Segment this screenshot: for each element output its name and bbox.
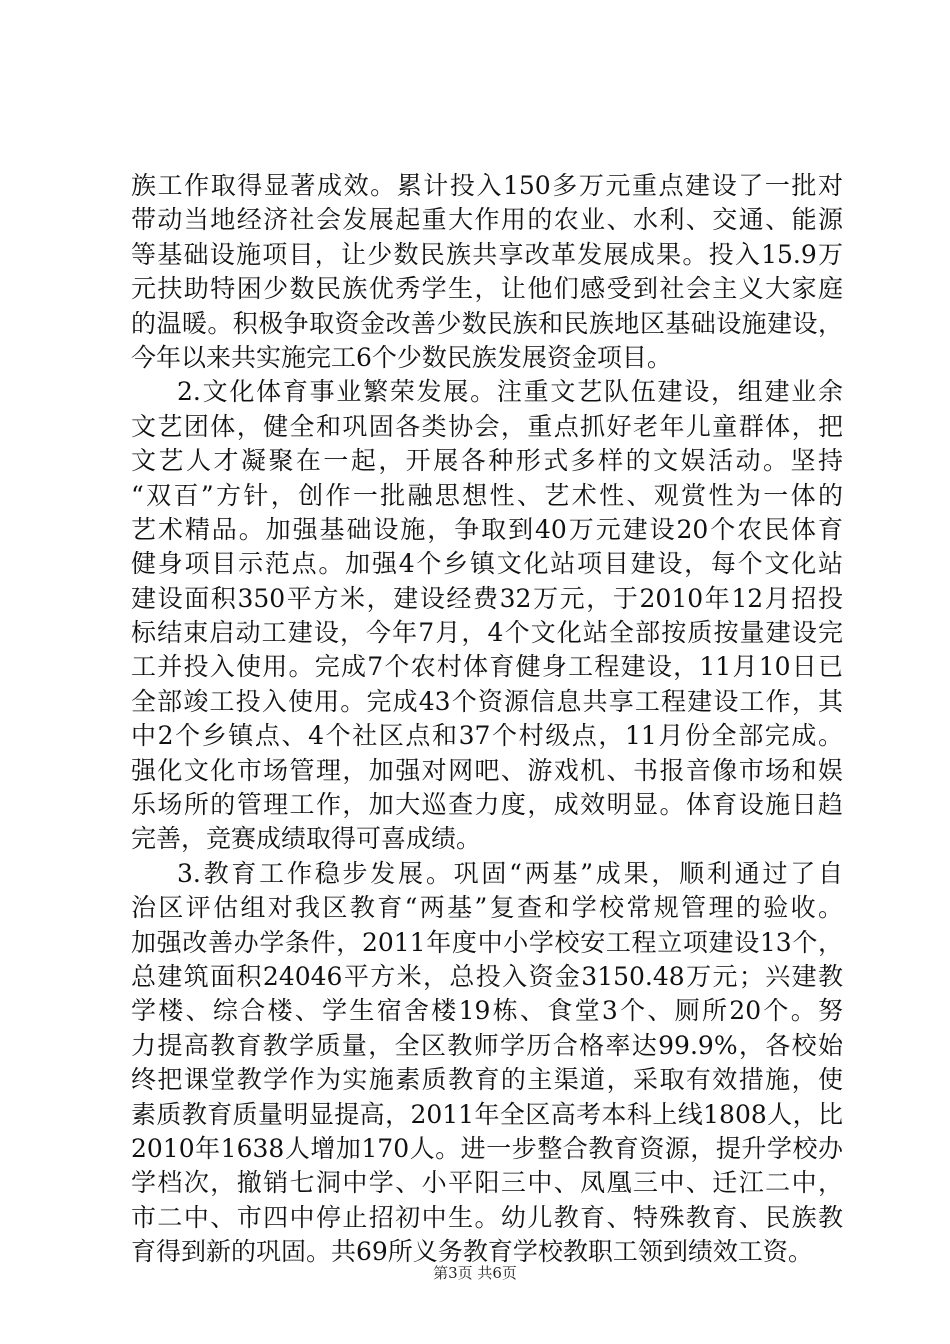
page-footer: 第3页 共6页 (433, 1264, 517, 1282)
text-line: 强化文化市场管理，加强对网吧、游戏机、书报音像市场和娱 (131, 755, 843, 785)
text-line: “双百”方针，创作一批融思想性、艺术性、观赏性为一体的 (131, 480, 843, 510)
text-line: 文艺人才凝聚在一起，开展各种形式多样的文娱活动。坚持 (131, 446, 843, 476)
text-line: 育得到新的巩固。共69所义务教育学校教职工领到绩效工资。 (131, 1237, 813, 1267)
text-line: 艺术精品。加强基础设施，争取到40万元建设20个农民体育 (131, 514, 843, 544)
text-line: 学楼、综合楼、学生宿舍楼19栋、食堂3个、厕所20个。努 (131, 996, 843, 1026)
text-line: 带动当地经济社会发展起重大作用的农业、水利、交通、能源 (131, 205, 843, 235)
text-line: 3.教育工作稳步发展。巩固“两基”成果，顺利通过了自 (177, 858, 843, 888)
text-line: 族工作取得显著成效。累计投入150多万元重点建设了一批对 (131, 171, 843, 200)
text-line: 工并投入使用。完成7个农村体育健身工程建设，11月10日已 (131, 652, 843, 682)
text-line: 2.文化体育事业繁荣发展。注重文艺队伍建设，组建业余 (177, 377, 843, 407)
text-line: 全部竣工投入使用。完成43个资源信息共享工程建设工作，其 (131, 686, 843, 716)
text-line: 总建筑面积24046平方米，总投入资金3150.48万元；兴建教 (131, 961, 843, 991)
text-line: 力提高教育教学质量，全区教师学历合格率达99.9%，各校始 (131, 1030, 843, 1060)
text-line: 2010年1638人增加170人。进一步整合教育资源，提升学校办 (131, 1133, 843, 1163)
text-line: 治区评估组对我区教育“两基”复查和学校常规管理的验收。 (131, 893, 843, 923)
text-line: 终把课堂教学作为实施素质教育的主渠道，采取有效措施，使 (131, 1065, 843, 1095)
text-line: 文艺团体，健全和巩固各类协会，重点抓好老年儿童群体，把 (131, 411, 843, 441)
text-line: 中2个乡镇点、4个社区点和37个村级点，11月份全部完成。 (131, 721, 843, 751)
text-line: 市二中、市四中停止招初中生。幼儿教育、特殊教育、民族教 (131, 1202, 843, 1232)
text-line: 的温暖。积极争取资金改善少数民族和民族地区基础设施建设， (131, 308, 843, 338)
text-line: 建设面积350平方米，建设经费32万元，于2010年12月招投 (131, 583, 843, 613)
text-line: 乐场所的管理工作，加大巡查力度，成效明显。体育设施日趋 (131, 790, 843, 820)
text-line: 完善，竞赛成绩取得可喜成绩。 (131, 824, 482, 854)
text-line: 健身项目示范点。加强4个乡镇文化站项目建设，每个文化站 (131, 549, 843, 579)
text-line: 标结束启动工建设，今年7月，4个文化站全部按质按量建设完 (131, 618, 843, 648)
document-body (131, 169, 843, 1270)
text-line: 加强改善办学条件，2011年度中小学校安工程立项建设13个， (131, 927, 843, 957)
text-line: 今年以来共实施完工6个少数民族发展资金项目。 (131, 342, 672, 372)
text-line: 等基础设施项目，让少数民族共享改革发展成果。投入15.9万 (131, 239, 843, 269)
text-line: 元扶助特困少数民族优秀学生，让他们感受到社会主义大家庭 (131, 274, 843, 304)
text-line: 学档次，撤销七洞中学、小平阳三中、凤凰三中、迁江二中， (131, 1168, 843, 1198)
text-line: 素质教育质量明显提高，2011年全区高考本科上线1808人，比 (131, 1099, 843, 1129)
